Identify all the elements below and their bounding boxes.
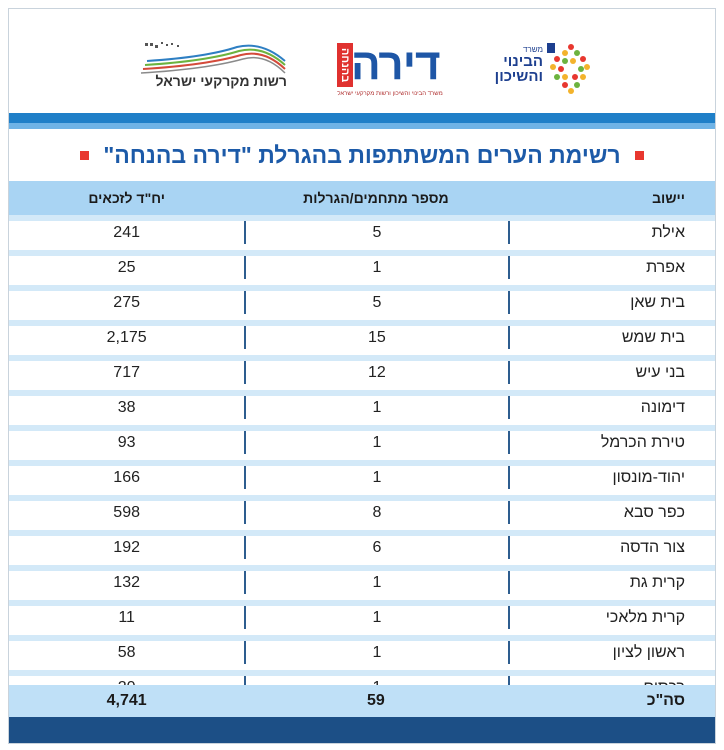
lotteries-cell: 1 [244, 635, 507, 664]
dira-subtitle: משרד הבינוי והשיכון ורשות מקרקעי ישראל [337, 91, 443, 97]
lotteries-cell: 1 [244, 425, 507, 454]
city-cell: צור הדסה [508, 530, 715, 559]
city-cell: בית שמש [508, 320, 715, 349]
city-cell: טירת הכרמל [508, 425, 715, 454]
units-cell: 166 [113, 468, 140, 486]
table-row [9, 215, 715, 250]
land-authority-wave-icon [137, 39, 287, 75]
table-row [9, 530, 715, 565]
page-title: רשימת הערים המשתתפות בהגרלת "דירה בהנחה" [103, 141, 621, 168]
lotteries-cell: 1 [244, 390, 507, 419]
dira-behanacha-logo [337, 39, 443, 103]
city-cell: אפרת [508, 250, 715, 279]
units-cell: 11 [118, 608, 135, 626]
units-cell: 598 [113, 503, 140, 521]
city-cell: ראשון לציון [508, 635, 715, 664]
table-row [9, 285, 715, 320]
lotteries-cell: 15 [244, 320, 507, 349]
ministry-small-label: משרד [523, 45, 543, 54]
dira-wordmark: דירה [351, 40, 440, 89]
units-cell: 241 [113, 223, 140, 241]
table-row [9, 355, 715, 390]
document-frame [8, 8, 716, 744]
bullet-square-icon [80, 151, 89, 160]
title-row [9, 129, 715, 181]
column-header-city: יישוב [652, 190, 685, 206]
city-cell: בית שאן [508, 285, 715, 314]
lotteries-cell: 1 [244, 250, 507, 279]
land-authority-name: רשות מקרקעי ישראל [155, 73, 287, 89]
units-cell: 38 [117, 398, 136, 416]
city-cell: כפר סבא [508, 495, 715, 524]
units-cell: 2,175 [106, 328, 147, 346]
units-cell: 58 [117, 643, 136, 661]
units-cell: 717 [113, 363, 140, 381]
units-cell: 93 [117, 433, 136, 451]
ministry-name [491, 45, 543, 84]
units-cell: 132 [113, 573, 140, 591]
ministry-line-2: והשיכון [494, 68, 543, 85]
lotteries-cell: 5 [244, 215, 507, 244]
total-label: סה"כ [646, 692, 685, 709]
table-row [9, 460, 715, 495]
lotteries-cell: 5 [244, 285, 507, 314]
table-row [9, 390, 715, 425]
table-header [9, 181, 715, 215]
city-cell: אילת [508, 215, 715, 244]
total-units: 4,741 [106, 692, 147, 709]
table-body [9, 215, 715, 705]
table-row [9, 425, 715, 460]
top-accent-band [9, 113, 715, 123]
lotteries-cell: 6 [244, 530, 507, 559]
table-row [9, 635, 715, 670]
table-row [9, 250, 715, 285]
city-cell: יהוד-מונסון [508, 460, 715, 489]
total-lotteries: 59 [367, 692, 385, 709]
units-cell: 25 [117, 258, 136, 276]
ministry-of-construction-logo [491, 41, 591, 101]
city-cell: בני עיש [508, 355, 715, 384]
ministry-line-1: הבינוי [503, 53, 543, 70]
table-row [9, 320, 715, 355]
total-row [9, 685, 715, 717]
logo-bar [9, 9, 715, 113]
table-row [9, 600, 715, 635]
units-cell: 275 [113, 293, 140, 311]
lotteries-cell: 1 [244, 565, 507, 594]
footer-band [9, 717, 715, 744]
israel-land-authority-logo [137, 39, 287, 95]
lotteries-cell: 12 [244, 355, 507, 384]
lotteries-cell: 1 [244, 460, 507, 489]
column-header-lotteries: מספר מתחמים/הגרלות [303, 190, 449, 206]
dira-badge: בהנחה [337, 43, 353, 87]
city-cell: קרית גת [508, 565, 715, 594]
city-cell: קרית מלאכי [508, 600, 715, 629]
bullet-square-icon [635, 151, 644, 160]
units-cell: 192 [113, 538, 140, 556]
lotteries-cell: 1 [244, 600, 507, 629]
column-header-units: יח"ד לזכאים [88, 190, 165, 206]
star-of-david-icon [545, 41, 591, 97]
lotteries-cell: 8 [244, 495, 507, 524]
city-cell: דימונה [508, 390, 715, 419]
table-row [9, 495, 715, 530]
table-row [9, 565, 715, 600]
